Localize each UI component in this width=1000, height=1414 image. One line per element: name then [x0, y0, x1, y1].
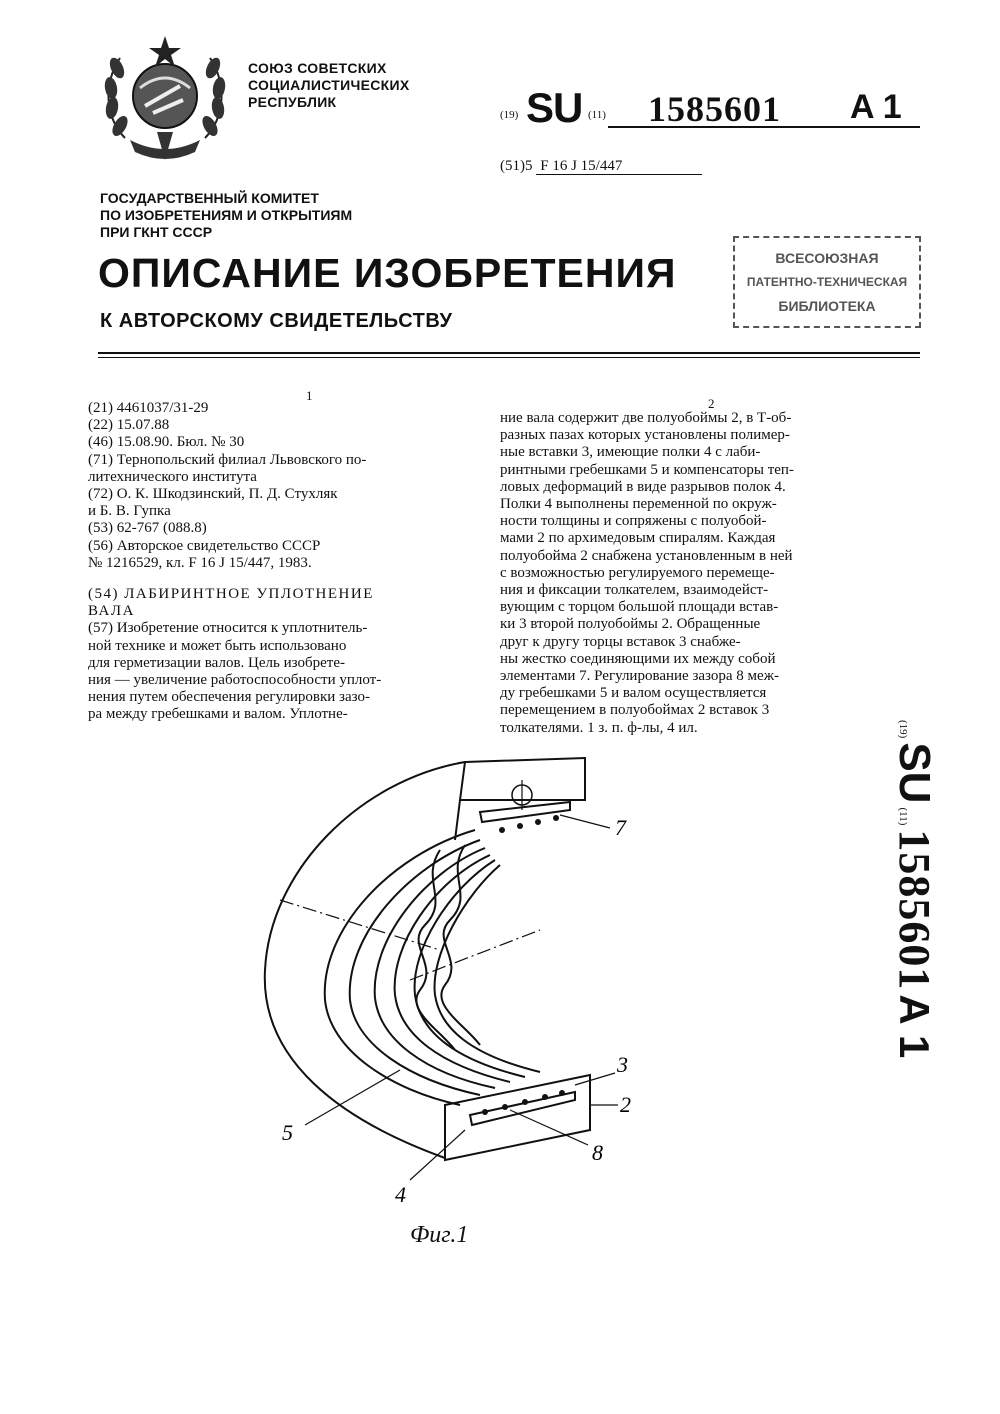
- stamp-line: ВСЕСОЮЗНАЯ: [775, 250, 879, 266]
- committee-line: ГОСУДАРСТВЕННЫЙ КОМИТЕТ: [100, 190, 319, 206]
- patent-number-line: [500, 84, 920, 131]
- biblio-line: литехнического института: [88, 468, 257, 485]
- committee-line: ПО ИЗОБРЕТЕНИЯМ И ОТКРЫТИЯМ: [100, 207, 353, 223]
- side-number: 1585601: [890, 829, 939, 991]
- text-line: вующим с торцом большой площади встав-: [500, 599, 779, 616]
- column-2: [500, 410, 867, 737]
- invention-title: (54) ЛАБИРИНТНОЕ УПЛОТНЕНИЕ: [88, 586, 374, 603]
- column-number-2: 2: [708, 396, 715, 411]
- union-line: СОЮЗ СОВЕТСКИХ: [248, 60, 387, 76]
- side-patent-number: [880, 720, 940, 1170]
- stamp-line: ПАТЕНТНО-ТЕХНИЧЕСКАЯ: [746, 275, 908, 289]
- text-line: ности толщины и сопряжены с полуобой-: [500, 513, 767, 530]
- text-line: перемещением в полуобоймах 2 вставок 3: [500, 702, 770, 719]
- side-country: SU: [890, 742, 939, 804]
- text-line: ки 3 второй полуобоймы 2. Обращенные: [500, 616, 761, 633]
- stamp-line: БИБЛИОТЕКА: [778, 298, 876, 314]
- invention-title: ВАЛА: [88, 603, 135, 620]
- kind-code: A 1: [850, 88, 902, 126]
- document-title: ОПИСАНИЕ ИЗОБРЕТЕНИЯ: [98, 250, 677, 296]
- side-code-11: (11): [897, 807, 909, 826]
- text-line: разных пазах которых установлены полимер-: [500, 427, 790, 444]
- text-line: мами 2 по архимедовым спиралям. Каждая: [500, 530, 776, 547]
- biblio-line: (21) 4461037/31-29: [88, 400, 209, 416]
- text-line: ны жестко соединяющими их между собой: [500, 650, 776, 667]
- figure-label-7: 7: [615, 815, 626, 840]
- union-line: СОЦИАЛИСТИЧЕСКИХ: [248, 77, 410, 93]
- committee-name: [100, 190, 352, 241]
- text-line: с возможностью регулируемого перемеще-: [500, 564, 775, 581]
- text-line: элементами 7. Регулирование зазора 8 меж-: [500, 668, 780, 685]
- text-line: ринтными гребешками 5 и компенсаторы теп-: [500, 461, 794, 478]
- committee-line: ПРИ ГКНТ СССР: [100, 224, 213, 240]
- biblio-line: (53) 62-767 (088.8): [88, 520, 207, 537]
- abstract-line: ра между гребешками и валом. Уплотне-: [88, 706, 348, 723]
- text-line: полуобойма 2 снабжена установленным в ней: [500, 547, 793, 564]
- abstract-line: для герметизации валов. Цель изобрете-: [88, 654, 345, 671]
- biblio-line: и Б. В. Гупка: [88, 503, 171, 520]
- figure-label-2: 2: [620, 1092, 631, 1117]
- union-name: [248, 60, 410, 111]
- text-line: Полки 4 выполнены переменной по окруж-: [500, 496, 777, 513]
- text-line: толкателями. 1 з. п. ф-лы, 4 ил.: [500, 719, 698, 736]
- side-number-text: [889, 720, 940, 1058]
- biblio-line: (71) Тернопольский филиал Львовского по-: [88, 451, 367, 468]
- biblio-line: (46) 15.08.90. Бюл. № 30: [88, 434, 245, 451]
- text-line: ние вала содержит две полуобоймы 2, в Т-об-: [500, 410, 792, 426]
- code-19: (19): [500, 109, 519, 121]
- ussr-emblem-icon: [95, 28, 235, 168]
- spacer: [88, 572, 458, 586]
- mpk-classification: [500, 158, 702, 175]
- abstract-line: ния — увеличение работоспособности уплот-: [88, 672, 382, 689]
- biblio-line: (56) Авторское свидетельство СССР: [88, 537, 321, 554]
- abstract-line: (57) Изобретение относится к уплотнитель-: [88, 620, 368, 637]
- header-divider: [98, 352, 920, 358]
- column-number-1: 1: [306, 388, 313, 403]
- abstract-line: нения путем обеспечения регулировки зазо-: [88, 689, 370, 706]
- figure-label-3: 3: [617, 1052, 628, 1077]
- mpk-code: (51)5: [500, 158, 533, 174]
- figure-label-8: 8: [592, 1140, 603, 1165]
- text-line: ловых деформаций в виде разрывов полок 4.: [500, 478, 786, 495]
- code-11: (11): [588, 109, 606, 121]
- figure-1-drawing: [240, 740, 660, 1220]
- column-1: [88, 400, 458, 724]
- number-underline: [608, 126, 920, 128]
- side-kind: A 1: [891, 994, 938, 1059]
- figure-label-4: 4: [395, 1182, 406, 1207]
- biblio-line: (72) О. К. Шкодзинский, П. Д. Стухляк: [88, 486, 338, 503]
- biblio-line: № 1216529, кл. F 16 J 15/447, 1983.: [88, 554, 312, 571]
- patent-number: 1585601: [648, 89, 781, 129]
- figure-label-5: 5: [282, 1120, 293, 1145]
- text-line: друг к другу торцы вставок 3 снабже-: [500, 633, 741, 650]
- library-stamp: [733, 236, 921, 328]
- country-code: SU: [526, 84, 583, 131]
- document-subtitle: К АВТОРСКОМУ СВИДЕТЕЛЬСТВУ: [100, 310, 453, 332]
- side-code-19: (19): [897, 720, 909, 739]
- mpk-value: F 16 J 15/447: [536, 158, 702, 175]
- text-line: ду гребешками 5 и валом осуществляется: [500, 685, 767, 702]
- text-line: ные вставки 3, имеющие полки 4 с лаби-: [500, 444, 761, 461]
- text-line: ния и фиксации толкателем, взаимодейст-: [500, 582, 769, 599]
- biblio-line: (22) 15.07.88: [88, 417, 170, 434]
- abstract-line: ной технике и может быть использовано: [88, 637, 347, 654]
- figure-caption: Фиг.1: [410, 1222, 469, 1248]
- union-line: РЕСПУБЛИК: [248, 94, 337, 110]
